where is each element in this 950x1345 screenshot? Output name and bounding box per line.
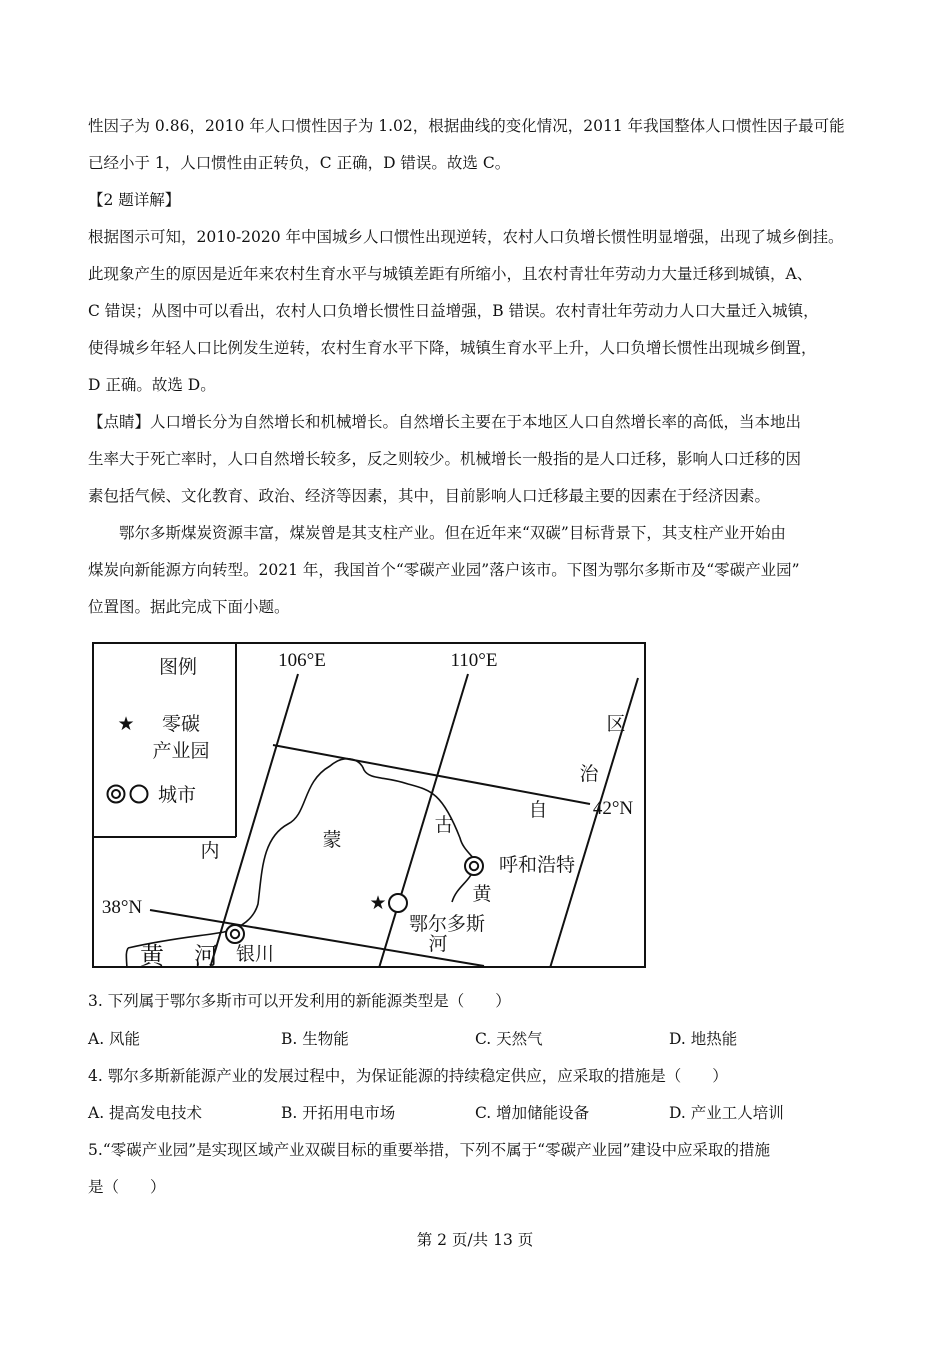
question-3-stem: 3. 下列属于鄂尔多斯市可以开发利用的新能源类型是（ ） <box>88 992 511 1010</box>
legend-city-label: 城市 <box>157 784 197 806</box>
text-line: 性因子为 0.86，2010 年人口惯性因子为 1.02，根据曲线的变化情况，2011 年我国整体人口惯性因子最可能 <box>88 117 845 135</box>
text-line: 根据图示可知，2010-2020 年中国城乡人口惯性出现逆转，农村人口负增长惯性明显增强，出现了城乡倒挂。 <box>88 228 844 246</box>
star-icon: ★ <box>369 892 387 914</box>
question-5-stem: 5.“零碳产业园”是实现区域产业双碳目标的重要举措，下列不属于“零碳产业园”建设中应采取的措施 <box>88 1141 770 1159</box>
location-map <box>92 642 646 968</box>
intro-paragraph <box>88 515 868 626</box>
river-char: 黄 <box>140 942 164 968</box>
text-line: 已经小于 1，人口惯性由正转负，C 正确，D 错误。故选 C。 <box>88 154 511 172</box>
city-marker-ordos <box>389 894 407 912</box>
tip-section <box>88 404 868 515</box>
city-marker-hohhot <box>465 857 483 875</box>
region-char: 蒙 <box>322 829 342 851</box>
section-heading: 【2 题详解】 <box>88 191 181 209</box>
text-line: C 错误；从图中可以看出，农村人口负增长惯性日益增强，B 错误。农村青壮年劳动力人口大量迁入城镇， <box>88 302 819 320</box>
region-char: 治 <box>579 763 599 785</box>
label-106e: 106°E <box>278 650 326 671</box>
text-line: 煤炭向新能源方向转型。2021 年，我国首个“零碳产业园”落户该市。下图为鄂尔多斯市及“零碳产业园” <box>88 561 800 579</box>
text-line: 位置图。据此完成下面小题。 <box>88 598 290 616</box>
q4-option-c: C. 增加储能设备 <box>475 1104 590 1122</box>
region-char: 内 <box>200 840 220 862</box>
text-line: 生率大于死亡率时，人口自然增长较多，反之则较少。机械增长一般指的是人口迁移，影响人口迁移的因 <box>88 450 802 468</box>
text-line: 使得城乡年轻人口比例发生逆转，农村生育水平下降，城镇生育水平上升，人口负增长惯性出现城乡倒置， <box>88 339 817 357</box>
q3-option-c: C. 天然气 <box>475 1030 543 1048</box>
legend-star-label: 零碳 <box>161 713 201 735</box>
legend-star-label: 产业园 <box>152 740 210 762</box>
label-42n: 42°N <box>592 798 634 819</box>
q3-option-a: A. 风能 <box>88 1030 141 1048</box>
q4-option-a: A. 提高发电技术 <box>88 1104 203 1122</box>
region-char: 区 <box>606 713 626 735</box>
text-line: 素包括气候、文化教育、政治、经济等因素，其中，目前影响人口迁移最主要的因素在于经济因素。 <box>88 487 771 505</box>
q3-option-b: B. 生物能 <box>281 1030 349 1048</box>
river-char: 河 <box>428 933 448 955</box>
city-marker-yinchuan <box>226 925 244 943</box>
question-4-stem: 4. 鄂尔多斯新能源产业的发展过程中，为保证能源的持续稳定供应，应采取的措施是（ ） <box>88 1067 728 1085</box>
legend-title: 图例 <box>158 656 198 678</box>
river-char: 黄 <box>472 883 492 905</box>
q3-option-d: D. 地热能 <box>669 1030 738 1048</box>
region-char: 自 <box>528 799 548 821</box>
q4-option-d: D. 产业工人培训 <box>669 1104 784 1122</box>
label-38n: 38°N <box>101 897 143 918</box>
region-char: 古 <box>434 814 454 836</box>
text-line: 此现象产生的原因是近年来农村生育水平与城镇差距有所缩小，且农村青壮年劳动力大量迁移到城镇，A、 <box>88 265 813 283</box>
text-line: 【点睛】人口增长分为自然增长和机械增长。自然增长主要在于本地区人口自然增长率的高低，当本地出 <box>88 413 802 431</box>
section-2-explanation <box>88 182 868 404</box>
city-label-ordos: 鄂尔多斯 <box>408 913 486 935</box>
city-label-yinchuan: 银川 <box>235 943 275 965</box>
answer-continuation <box>88 108 868 182</box>
q4-option-b: B. 开拓用电市场 <box>281 1104 396 1122</box>
label-110e: 110°E <box>450 650 498 671</box>
text-line: D 正确。故选 D。 <box>88 376 216 394</box>
page-footer: 第 2 页/共 13 页 <box>416 1231 534 1249</box>
question-5-stem-cont: 是（ ） <box>88 1178 166 1196</box>
star-icon: ★ <box>117 713 135 735</box>
river-char: 河 <box>194 942 218 968</box>
text-line: 鄂尔多斯煤炭资源丰富，煤炭曾是其支柱产业。但在近年来“双碳”目标背景下，其支柱产业开始由 <box>119 524 786 542</box>
city-label-hohhot: 呼和浩特 <box>498 854 576 876</box>
